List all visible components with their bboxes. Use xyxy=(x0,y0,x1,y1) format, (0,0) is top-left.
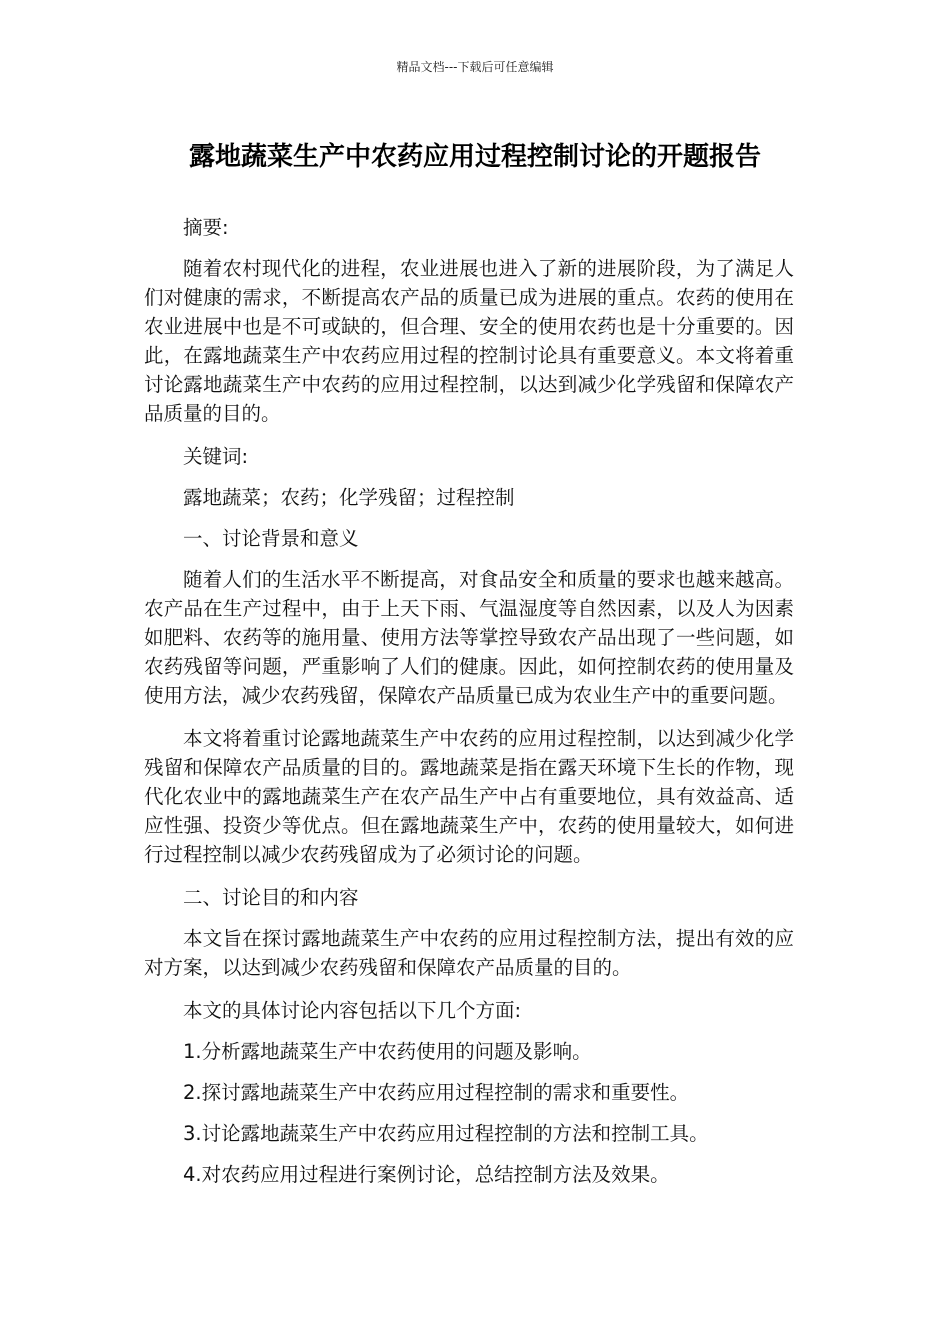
abstract-paragraph: 随着农村现代化的进程，农业进展也进入了新的进展阶段，为了满足人们对健康的需求，不断提高农产品的质量已成为进展的重点。农药的使用在农业进展中也是不可或缺的，但合理、安全的使用农药也是十分重要的。因此，在露地蔬菜生产中农药应用过程的控制讨论具有重要意义。本文将着重讨论露地蔬菜生产中农药的应用过程控制，以达到减少化学残留和保障农产品质量的目的。 xyxy=(144,257,794,425)
section-heading-objectives: 二、讨论目的和内容 xyxy=(183,886,359,909)
content-intro: 本文的具体讨论内容包括以下几个方面: xyxy=(183,999,522,1022)
document-body xyxy=(144,213,794,1201)
document-title: 露地蔬菜生产中农药应用过程控制讨论的开题报告 xyxy=(188,142,761,172)
keywords-heading: 关键词: xyxy=(183,445,249,468)
list-item: 1.分析露地蔬菜生产中农药使用的问题及影响。 xyxy=(183,1040,592,1063)
background-paragraph: 随着人们的生活水平不断提高，对食品安全和质量的要求也越来越高。农产品在生产过程中，由于上天下雨、气温湿度等自然因素，以及人为因素如肥料、农药等的施用量、使用方法等掌控导致农产品出现了一些问题，如农药残留等问题，严重影响了人们的健康。因此，如何控制农药的使用量及使用方法，减少农药残留，保障农产品质量已成为农业生产中的重要问题。 xyxy=(144,568,794,707)
section-heading-background: 一、讨论背景和意义 xyxy=(183,527,359,550)
list-item: 3.讨论露地蔬菜生产中农药应用过程控制的方法和控制工具。 xyxy=(183,1122,709,1145)
list-item: 4.对农药应用过程进行案例讨论，总结控制方法及效果。 xyxy=(183,1163,670,1186)
abstract-heading: 摘要: xyxy=(183,216,229,239)
objectives-paragraph: 本文旨在探讨露地蔬菜生产中农药的应用过程控制方法，提出有效的应对方案，以达到减少农药残留和保障农产品质量的目的。 xyxy=(144,927,794,979)
focus-paragraph: 本文将着重讨论露地蔬菜生产中农药的应用过程控制，以达到减少化学残留和保障农产品质量的目的。露地蔬菜是指在露天环境下生长的作物，现代化农业中的露地蔬菜生产在农产品生产中占有重要地位，具有效益高、适应性强、投资少等优点。但在露地蔬菜生产中，农药的使用量较大，如何进行过程控制以减少农药残留成为了必须讨论的问题。 xyxy=(144,727,794,866)
list-item: 2.探讨露地蔬菜生产中农药应用过程控制的需求和重要性。 xyxy=(183,1081,690,1104)
keywords-list: 露地蔬菜；农药；化学残留；过程控制 xyxy=(183,486,515,509)
header-note: 精品文档---下载后可任意编辑 xyxy=(396,60,554,74)
